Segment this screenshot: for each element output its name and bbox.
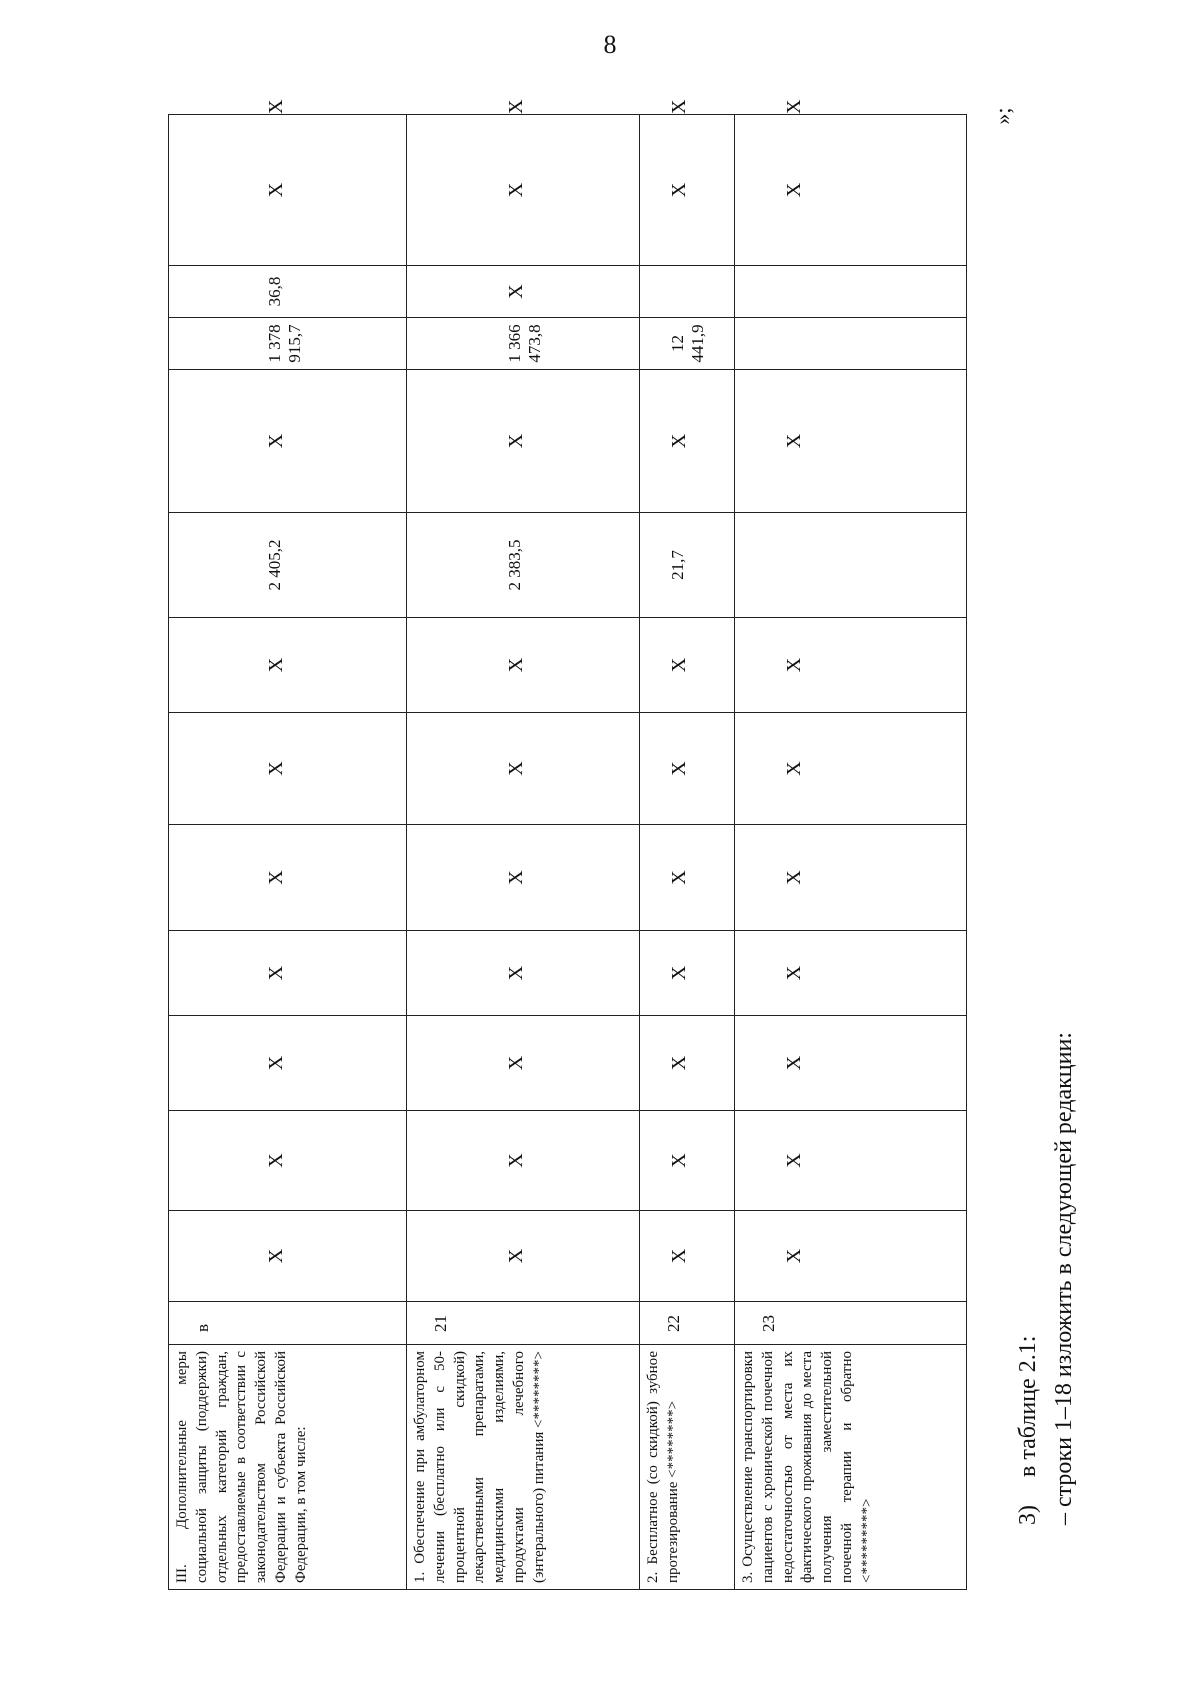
table-cell: X	[735, 713, 967, 825]
table-cell: X	[640, 370, 735, 513]
table-cell: X	[735, 931, 967, 1016]
table-cell: 1 378 915,7	[169, 318, 407, 370]
row-description: III. Дополнительные меры социальной защиты (поддержки) отдельных категорий граждан, предоставляемые в соответствии с законодательством Российской Федерации и субъекта Российской Федерации, в том числе:	[169, 1345, 407, 1590]
table-cell: X	[407, 825, 640, 931]
row-description: 1. Обеспечение при амбулаторном лечении (бесплатно или с 50-процентной скидкой) лекарственными препаратами, медицинскими изделиями, продуктами лечебного (энтерального) питания <********>	[407, 1345, 640, 1590]
table-cell: X	[169, 713, 407, 825]
row-code: 21	[407, 1302, 640, 1345]
table-cell: X	[735, 825, 967, 931]
table-cell: X	[640, 115, 735, 266]
table-cell: X	[735, 115, 967, 266]
table-row: 3. Осуществление транспортировки пациентов с хронической почечной недостаточностью от места их фактического проживания до места получения заместительной почечной терапии и обратно <*********> 23 X X X X X X X X X X	[735, 115, 967, 1590]
amendment-line-1	[1015, 1336, 1042, 1525]
table-cell: X	[735, 618, 967, 713]
table-cell: X	[407, 931, 640, 1016]
table-cell: X	[407, 266, 640, 318]
table-cell: X	[640, 825, 735, 931]
table-cell: X	[407, 618, 640, 713]
table-cell: X	[407, 1211, 640, 1302]
table-cell: X	[735, 1211, 967, 1302]
table-cell: 12 441,9	[640, 318, 735, 370]
row-code: в	[169, 1302, 407, 1345]
table-cell: X	[407, 713, 640, 825]
amendment-item-text: в таблице 2.1:	[1015, 1335, 1041, 1477]
table-cell: 1 366 473,8	[407, 318, 640, 370]
row-code: 23	[735, 1302, 967, 1345]
table-cell: X	[169, 1016, 407, 1111]
table-cell	[735, 513, 967, 618]
table-cell: X	[407, 370, 640, 513]
row-description: 2. Бесплатное (со скидкой) зубное протезирование <********>	[640, 1345, 735, 1590]
table-cell: X	[169, 931, 407, 1016]
table-cell: X	[407, 115, 640, 266]
rotated-table-wrapper	[168, 99, 966, 1590]
table-cell: 36,8	[169, 266, 407, 318]
table-cell: X	[640, 1211, 735, 1302]
table-cell: 21,7	[640, 513, 735, 618]
table-cell: X	[640, 618, 735, 713]
table-cell: X	[640, 1111, 735, 1211]
table-cell: X	[735, 1016, 967, 1111]
table-cell: X	[640, 931, 735, 1016]
table-cell: X	[169, 115, 407, 266]
amendment-line-2: – строки 1–18 изложить в следующей редакции:	[1051, 1032, 1077, 1525]
table-cell: X	[640, 713, 735, 825]
table-cell: X	[169, 1111, 407, 1211]
table-row: 1. Обеспечение при амбулаторном лечении (бесплатно или с 50-процентной скидкой) лекарственными препаратами, медицинскими изделиями, продуктами лечебного (энтерального) питания <********> 21 X X X X X X X 2 383,5 X 1 366 473,8 X X X	[407, 115, 640, 1590]
row-code: 22	[640, 1302, 735, 1345]
table-cell: X	[169, 370, 407, 513]
table-cell	[735, 318, 967, 370]
amendment-item-number: 3)	[1015, 1505, 1041, 1525]
benefits-table	[168, 99, 967, 1590]
table-cell: 2 405,2	[169, 513, 407, 618]
table-row: 2. Бесплатное (со скидкой) зубное протезирование <********> 22 X X X X X X X 21,7 X 12 441,9 X X	[640, 115, 735, 1590]
table-cell: 2 383,5	[407, 513, 640, 618]
closing-quote: »;	[990, 107, 1015, 125]
table-cell: X	[169, 1211, 407, 1302]
table-cell: X	[407, 1111, 640, 1211]
row-description: 3. Осуществление транспортировки пациентов с хронической почечной недостаточностью от места их фактического проживания до места получения заместительной почечной терапии и обратно <*********>	[735, 1345, 967, 1590]
table-cell: X	[169, 825, 407, 931]
table-cell	[640, 266, 735, 318]
page-number: 8	[603, 30, 617, 59]
table-cell	[735, 266, 967, 318]
table-cell: X	[169, 618, 407, 713]
table-cell: X	[640, 1016, 735, 1111]
table-cell: X	[735, 370, 967, 513]
table-row: III. Дополнительные меры социальной защиты (поддержки) отдельных категорий граждан, предоставляемые в соответствии с законодательством Российской Федерации и субъекта Российской Федерации, в том числе: в X X X X X X X 2 405,2 X 1 378 915,7 36,8 X X	[169, 115, 407, 1590]
table-cell: X	[407, 1016, 640, 1111]
table-cell: X	[735, 1111, 967, 1211]
